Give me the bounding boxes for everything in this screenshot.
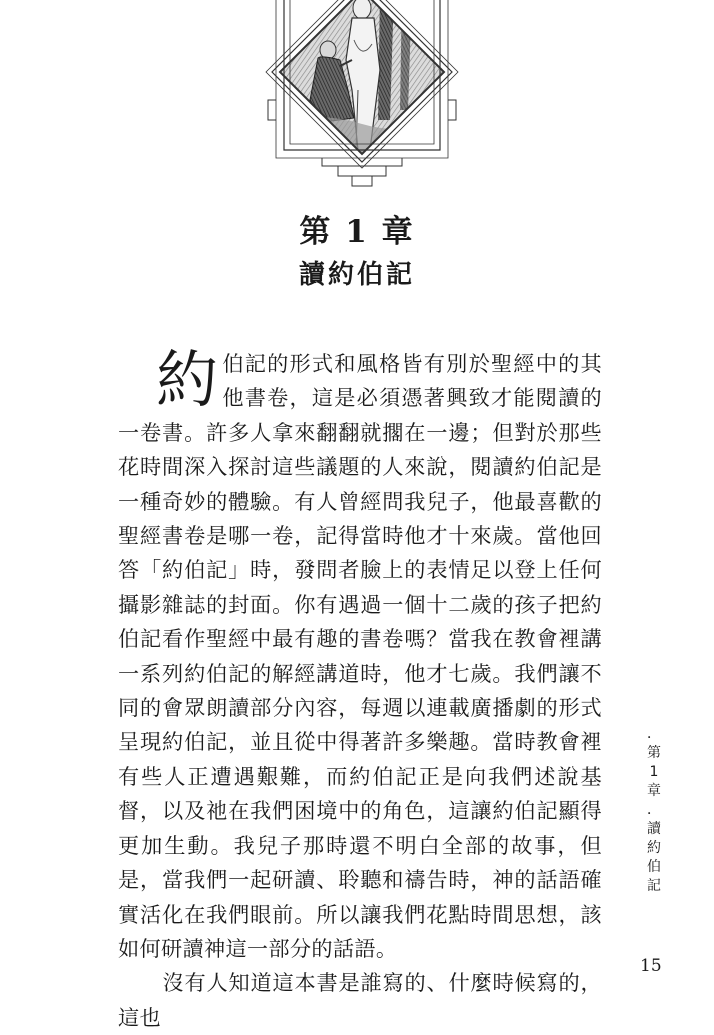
running-head-char: 章 (647, 783, 661, 799)
running-head (641, 725, 667, 896)
running-head-char: ． (647, 726, 661, 742)
drop-cap: 約 (156, 343, 219, 416)
running-head-char: 約 (647, 840, 661, 856)
page-number: 15 (640, 956, 662, 976)
chapter-number: 第 1 章 (299, 214, 415, 250)
running-head-char: ． (647, 802, 661, 818)
engraving-frame-icon (262, 0, 462, 200)
running-head-char: 第 (647, 745, 661, 761)
paragraph-2: 沒有人知道這本書是誰寫的、什麼時候寫的，這也 (118, 970, 602, 1030)
chapter-title: 讀約伯記 (298, 260, 415, 290)
running-head-char: 記 (647, 878, 661, 894)
paragraph-1-text: 伯記的形式和風格皆有別於聖經中的其他書卷，這是必須憑著興致才能閱讀的一卷書。許多人拿來翻翻就擱在一邊；但對於那些花時間深入探討這些議題的人來說，閱讀約伯記是一種奇妙的體驗。有人曾經問我兒子，他最喜歡的聖經書卷是哪一卷，記得當時他才十來歲。當他回答「約伯記」時，發問者臉上的表情足以登上任何攝影雜誌的封面。你有遇過一個十二歲的孩子把約伯記看作聖經中最有趣的書卷嗎？當我在教會裡講一系列約伯記的解經講道時，他才七歲。我們讓不同的會眾朗讀部分內容，每週以連載廣播劇的形式呈現約伯記，並且從中得著許多樂趣。當時教會裡有些人正遭遇艱難，而約伯記正是向我們述說基督，以及祂在我們困境中的角色，這讓約伯記顯得更加生動。我兒子那時還不明白全部的故事，但是，當我們一起研讀、聆聽和禱告時，神的話語確實活化在我們眼前。所以讓我們花點時間思想，該如何研讀神這一部分的話語。 (118, 351, 602, 961)
running-head-char: 伯 (647, 859, 661, 875)
chapter-emblem-engraving (262, 0, 462, 200)
running-head-char: 讀 (647, 821, 661, 837)
running-head-char: 1 (649, 764, 659, 780)
paragraph-1 (118, 343, 602, 966)
chapter-body (118, 343, 602, 1035)
